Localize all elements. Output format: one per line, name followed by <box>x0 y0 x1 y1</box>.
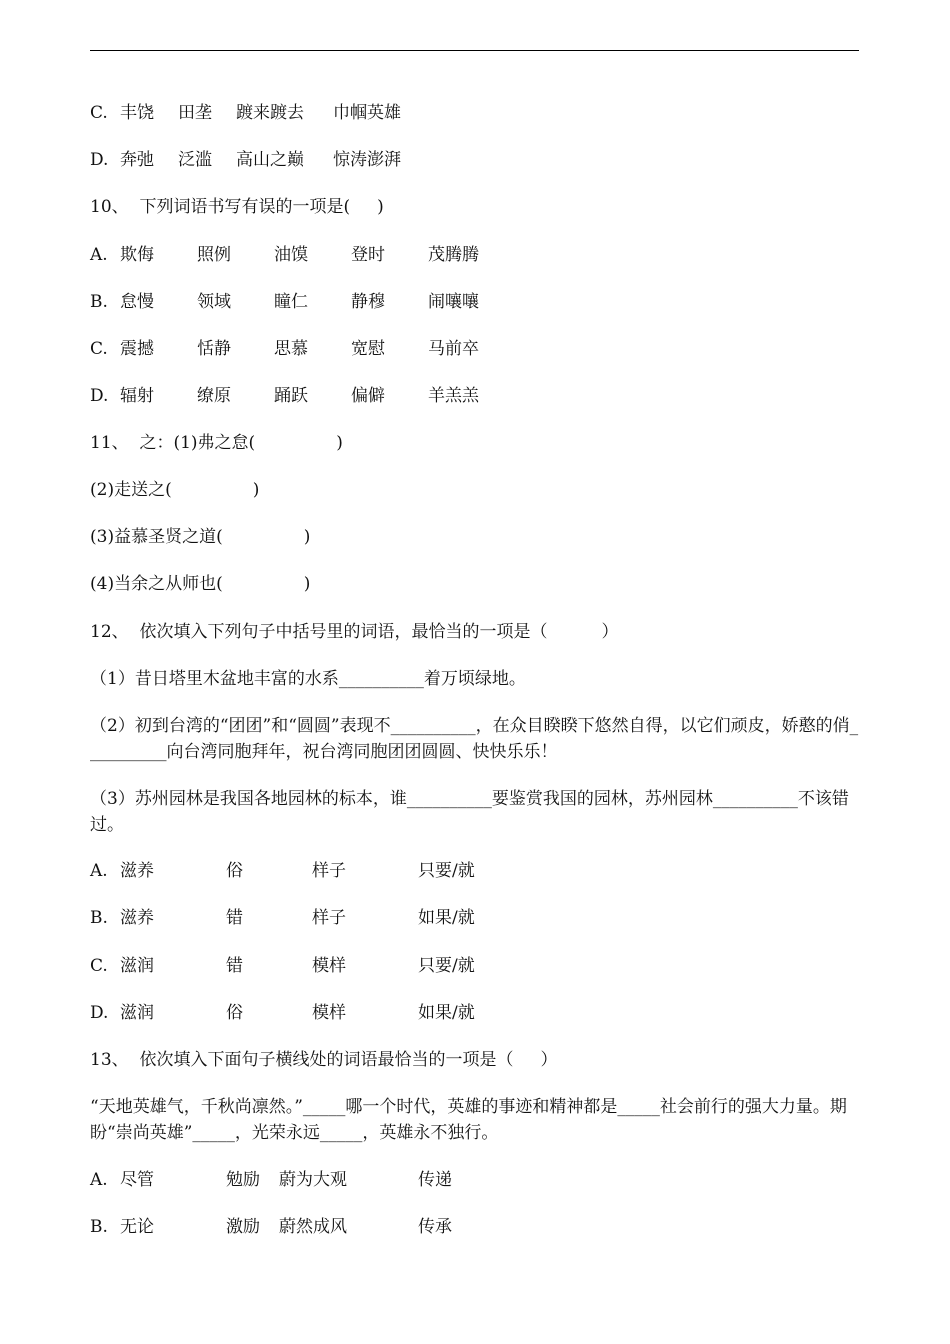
header-rule <box>90 50 859 51</box>
option-word: 巾帼英雄 <box>333 103 401 123</box>
option-word: 蔚然成风 <box>279 1217 347 1237</box>
q12-option-b <box>90 905 860 931</box>
option-word: 传承 <box>418 1217 452 1237</box>
option-marker: B. <box>90 908 108 928</box>
option-word: 蔚为大观 <box>279 1170 347 1190</box>
option-word: 高山之巅 <box>236 150 304 170</box>
option-word: 样子 <box>312 861 346 881</box>
option-word: 滋养 <box>120 861 154 881</box>
option-word: 羊羔羔 <box>428 386 479 406</box>
option-word: 登时 <box>351 245 385 265</box>
option-word: 模样 <box>312 1003 346 1023</box>
option-word: 激励 <box>226 1217 260 1237</box>
option-marker: D. <box>90 150 109 170</box>
option-word: 照例 <box>197 245 231 265</box>
option-word: 思慕 <box>274 339 308 359</box>
option-marker: D. <box>90 1003 109 1023</box>
option-word: 如果/就 <box>418 1003 475 1023</box>
option-word: 滋养 <box>120 908 154 928</box>
option-word: 茂腾腾 <box>428 245 479 265</box>
q9-option-d <box>90 147 860 173</box>
option-word: 尽管 <box>120 1170 154 1190</box>
option-word: 如果/就 <box>418 908 475 928</box>
option-marker: D. <box>90 386 109 406</box>
option-word: 震撼 <box>120 339 154 359</box>
option-marker: C. <box>90 956 108 976</box>
option-word: 滋润 <box>120 1003 154 1023</box>
option-word: 油馍 <box>274 245 308 265</box>
option-marker: A. <box>90 861 108 881</box>
q10-option-a <box>90 242 860 268</box>
option-word: 样子 <box>312 908 346 928</box>
option-word: 模样 <box>312 956 346 976</box>
option-word: 丰饶 <box>120 103 154 123</box>
q11-item: (2)走送之( ) <box>90 480 260 500</box>
q12-option-a <box>90 858 860 884</box>
option-word: 宽慰 <box>351 339 385 359</box>
option-word: 无论 <box>120 1217 154 1237</box>
option-word: 恬静 <box>197 339 231 359</box>
q12-option-c <box>90 953 860 979</box>
option-word: 领域 <box>197 292 231 312</box>
question-13-stem: 13、 依次填入下面句子横线处的词语最恰当的一项是（ ） <box>90 1050 558 1070</box>
q12-sentence-1: （1）昔日塔里木盆地丰富的水系__________着万顷绿地。 <box>90 669 526 689</box>
q12-sentence-3: （3）苏州园林是我国各地园林的标本，谁__________要鉴赏我国的园林，苏州园林__________不该错过。 <box>90 789 849 835</box>
option-word: 辐射 <box>120 386 154 406</box>
q11-item: (3)益慕圣贤之道( ) <box>90 527 311 547</box>
q13-option-a <box>90 1167 860 1193</box>
option-marker: A. <box>90 245 108 265</box>
option-word: 欺侮 <box>120 245 154 265</box>
q9-option-c <box>90 100 860 126</box>
option-word: 静穆 <box>351 292 385 312</box>
option-word: 俗 <box>226 1003 243 1023</box>
option-word: 偏僻 <box>351 386 385 406</box>
option-word: 瞳仁 <box>274 292 308 312</box>
option-marker: B. <box>90 1217 108 1237</box>
option-marker: C. <box>90 103 108 123</box>
q13-option-b <box>90 1214 860 1240</box>
q11-item: (4)当余之从师也( ) <box>90 574 311 594</box>
option-word: 闹嚷嚷 <box>428 292 479 312</box>
option-word: 勉励 <box>226 1170 260 1190</box>
option-word: 泛滥 <box>178 150 212 170</box>
option-marker: B. <box>90 292 108 312</box>
option-marker: C. <box>90 339 108 359</box>
question-12-stem: 12、 依次填入下列句子中括号里的词语，最恰当的一项是（ ） <box>90 622 619 642</box>
option-word: 只要/就 <box>418 956 475 976</box>
option-word: 踱来踱去 <box>236 103 304 123</box>
q10-option-b <box>90 289 860 315</box>
question-10-stem: 10、 下列词语书写有误的一项是( ) <box>90 197 384 217</box>
q12-sentence-2: （2）初到台湾的“团团”和“圆圆”表现不__________，在众目睽睽下悠然自得，以它们顽皮，娇憨的俏__________向台湾同胞拜年，祝台湾同胞团团圆圆、快快乐乐！ <box>90 716 859 762</box>
option-word: 俗 <box>226 861 243 881</box>
q12-option-d <box>90 1000 860 1026</box>
option-word: 只要/就 <box>418 861 475 881</box>
option-word: 滋润 <box>120 956 154 976</box>
option-word: 奔弛 <box>120 150 154 170</box>
option-marker: A. <box>90 1170 108 1190</box>
option-word: 田垄 <box>178 103 212 123</box>
option-word: 惊涛澎湃 <box>333 150 401 170</box>
option-word: 怠慢 <box>120 292 154 312</box>
question-11-stem: 11、 之：(1)弗之怠( ) <box>90 433 343 453</box>
option-word: 错 <box>226 908 243 928</box>
q10-option-c <box>90 336 860 362</box>
option-word: 踊跃 <box>274 386 308 406</box>
option-word: 传递 <box>418 1170 452 1190</box>
q13-passage: “天地英雄气，千秋尚凛然。”_____哪一个时代，英雄的事迹和精神都是_____社会前行的强大力量。期盼“崇尚英雄”_____，光荣永远_____，英雄永不独行。 <box>90 1097 847 1143</box>
q10-option-d <box>90 383 860 409</box>
option-word: 马前卒 <box>428 339 479 359</box>
option-word: 错 <box>226 956 243 976</box>
option-word: 缭原 <box>197 386 231 406</box>
